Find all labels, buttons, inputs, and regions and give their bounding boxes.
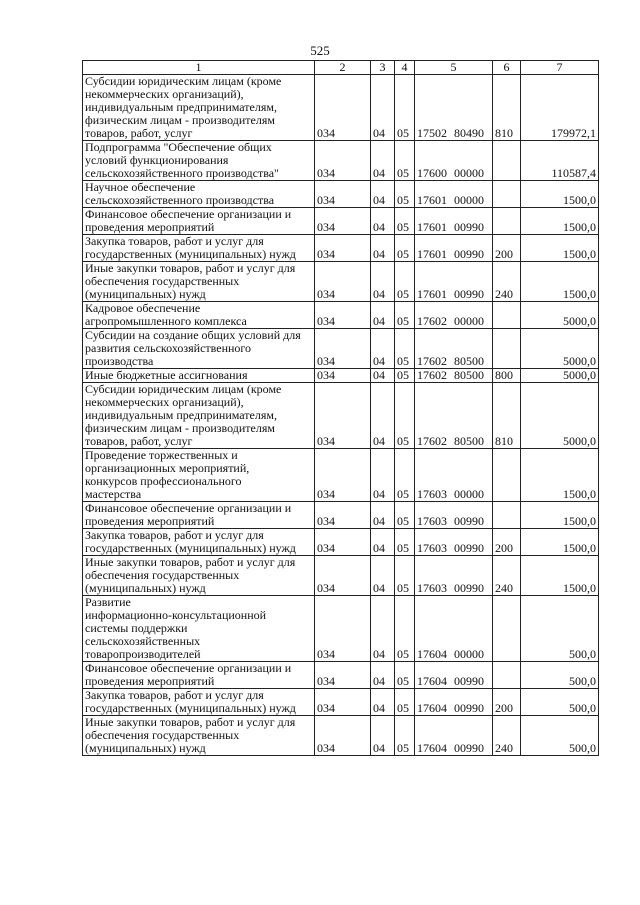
row-name-line: Иные закупки товаров, работ и услуг для xyxy=(85,555,296,569)
table-row xyxy=(83,529,599,556)
row-name-line: сельскохозяйственного производства" xyxy=(85,166,279,180)
row-grbs-code: 034 xyxy=(315,449,371,502)
row-target-article-code: 17603 00990 xyxy=(415,502,493,529)
row-name-line: системы поддержки xyxy=(85,621,188,635)
row-section-code: 04 xyxy=(371,383,395,449)
row-name-line: товаров, работ, услуг xyxy=(85,126,193,140)
row-name-line: Иные закупки товаров, работ и услуг для xyxy=(85,261,296,275)
row-name-line: Кадровое обеспечение xyxy=(85,301,201,315)
row-grbs-code: 034 xyxy=(315,689,371,716)
row-target-article-code: 17604 00990 xyxy=(415,689,493,716)
row-grbs-code: 034 xyxy=(315,181,371,208)
row-name xyxy=(83,716,315,756)
row-subsection-code: 05 xyxy=(395,329,415,369)
header-col-6: 6 xyxy=(493,61,521,75)
row-expense-type-code: 810 xyxy=(493,383,521,449)
row-target-article-code: 17603 00990 xyxy=(415,529,493,556)
row-section-code: 04 xyxy=(371,329,395,369)
table-row xyxy=(83,302,599,329)
row-name-line: товаров, работ, услуг xyxy=(85,434,193,448)
row-subsection-code: 05 xyxy=(395,369,415,383)
row-amount: 1500,0 xyxy=(521,502,599,529)
table-row xyxy=(83,235,599,262)
row-name-line: сельскохозяйственных xyxy=(85,634,201,648)
row-name xyxy=(83,596,315,662)
table-row xyxy=(83,716,599,756)
row-target-article-code: 17601 00000 xyxy=(415,181,493,208)
row-grbs-code: 034 xyxy=(315,75,371,141)
budget-table xyxy=(82,60,599,756)
row-target-article-code: 17604 00990 xyxy=(415,716,493,756)
row-grbs-code: 034 xyxy=(315,302,371,329)
row-target-article-code: 17602 80500 xyxy=(415,369,493,383)
row-section-code: 04 xyxy=(371,662,395,689)
row-target-article-code: 17603 00990 xyxy=(415,556,493,596)
row-grbs-code: 034 xyxy=(315,141,371,181)
row-name-line: государственных (муниципальных) нужд xyxy=(85,247,296,261)
row-subsection-code: 05 xyxy=(395,556,415,596)
header-col-2: 2 xyxy=(315,61,371,75)
row-subsection-code: 05 xyxy=(395,208,415,235)
row-name xyxy=(83,556,315,596)
row-name-line: Подпрограмма "Обеспечение общих xyxy=(85,140,272,154)
row-name xyxy=(83,662,315,689)
row-grbs-code: 034 xyxy=(315,716,371,756)
row-expense-type-code xyxy=(493,502,521,529)
row-name xyxy=(83,689,315,716)
row-amount: 500,0 xyxy=(521,596,599,662)
row-name-line: агропромышленного комплекса xyxy=(85,314,247,328)
row-subsection-code: 05 xyxy=(395,689,415,716)
row-subsection-code: 05 xyxy=(395,383,415,449)
row-expense-type-code: 240 xyxy=(493,716,521,756)
row-name-line: товаропроизводителей xyxy=(85,647,201,661)
row-section-code: 04 xyxy=(371,529,395,556)
row-target-article-code: 17601 00990 xyxy=(415,235,493,262)
row-subsection-code: 05 xyxy=(395,141,415,181)
row-grbs-code: 034 xyxy=(315,556,371,596)
row-grbs-code: 034 xyxy=(315,529,371,556)
header-col-7: 7 xyxy=(521,61,599,75)
table-row xyxy=(83,689,599,716)
row-name xyxy=(83,141,315,181)
row-name-line: государственных (муниципальных) нужд xyxy=(85,541,296,555)
row-name-line: Финансовое обеспечение организации и xyxy=(85,207,292,221)
table-row xyxy=(83,208,599,235)
row-name-line: информационно-консультационной xyxy=(85,608,267,622)
row-target-article-code: 17601 00990 xyxy=(415,262,493,302)
row-target-article-code: 17600 00000 xyxy=(415,141,493,181)
row-name-line: Развитие xyxy=(85,595,131,609)
row-section-code: 04 xyxy=(371,449,395,502)
row-grbs-code: 034 xyxy=(315,329,371,369)
row-grbs-code: 034 xyxy=(315,383,371,449)
row-name xyxy=(83,75,315,141)
row-section-code: 04 xyxy=(371,716,395,756)
row-amount: 5000,0 xyxy=(521,383,599,449)
row-target-article-code: 17602 00000 xyxy=(415,302,493,329)
row-grbs-code: 034 xyxy=(315,502,371,529)
row-section-code: 04 xyxy=(371,141,395,181)
row-subsection-code: 05 xyxy=(395,596,415,662)
row-name-line: некоммерческих организаций), xyxy=(85,395,244,409)
table-row xyxy=(83,556,599,596)
row-section-code: 04 xyxy=(371,369,395,383)
row-name-line: (муниципальных) нужд xyxy=(85,287,206,301)
row-name-line: обеспечения государственных xyxy=(85,728,240,742)
row-grbs-code: 034 xyxy=(315,596,371,662)
row-name-line: проведения мероприятий xyxy=(85,220,215,234)
row-grbs-code: 034 xyxy=(315,262,371,302)
row-name xyxy=(83,529,315,556)
header-col-3: 3 xyxy=(371,61,395,75)
row-target-article-code: 17604 00000 xyxy=(415,596,493,662)
table-row xyxy=(83,75,599,141)
row-section-code: 04 xyxy=(371,181,395,208)
row-name-line: Финансовое обеспечение организации и xyxy=(85,501,292,515)
row-amount: 5000,0 xyxy=(521,369,599,383)
row-amount: 1500,0 xyxy=(521,208,599,235)
row-name xyxy=(83,383,315,449)
row-name xyxy=(83,449,315,502)
row-expense-type-code xyxy=(493,329,521,369)
row-name-line: Субсидии юридическим лицам (кроме xyxy=(85,74,282,88)
row-section-code: 04 xyxy=(371,302,395,329)
row-amount: 5000,0 xyxy=(521,329,599,369)
table-row xyxy=(83,502,599,529)
row-expense-type-code: 200 xyxy=(493,529,521,556)
row-name-line: обеспечения государственных xyxy=(85,568,240,582)
row-amount: 1500,0 xyxy=(521,262,599,302)
row-amount: 110587,4 xyxy=(521,141,599,181)
page-number: 525 xyxy=(310,43,330,58)
row-name-line: проведения мероприятий xyxy=(85,514,215,528)
table-row xyxy=(83,662,599,689)
row-name-line: Иные закупки товаров, работ и услуг для xyxy=(85,715,296,729)
row-name-line: Закупка товаров, работ и услуг для xyxy=(85,688,264,702)
row-section-code: 04 xyxy=(371,596,395,662)
row-expense-type-code: 800 xyxy=(493,369,521,383)
row-subsection-code: 05 xyxy=(395,181,415,208)
row-section-code: 04 xyxy=(371,502,395,529)
row-expense-type-code xyxy=(493,449,521,502)
row-amount: 1500,0 xyxy=(521,181,599,208)
row-expense-type-code: 240 xyxy=(493,556,521,596)
row-subsection-code: 05 xyxy=(395,302,415,329)
table-row xyxy=(83,141,599,181)
row-amount: 500,0 xyxy=(521,662,599,689)
row-amount: 1500,0 xyxy=(521,235,599,262)
row-amount: 5000,0 xyxy=(521,302,599,329)
row-target-article-code: 17601 00990 xyxy=(415,208,493,235)
row-name xyxy=(83,302,315,329)
table-row xyxy=(83,369,599,383)
row-section-code: 04 xyxy=(371,262,395,302)
row-subsection-code: 05 xyxy=(395,529,415,556)
row-name xyxy=(83,369,315,383)
row-amount: 1500,0 xyxy=(521,529,599,556)
row-subsection-code: 05 xyxy=(395,502,415,529)
table-row xyxy=(83,449,599,502)
row-name-line: условий функционирования xyxy=(85,153,229,167)
table-row xyxy=(83,383,599,449)
row-name-line: (муниципальных) нужд xyxy=(85,581,206,595)
row-expense-type-code xyxy=(493,662,521,689)
row-target-article-code: 17502 80490 xyxy=(415,75,493,141)
row-name-line: Финансовое обеспечение организации и xyxy=(85,661,292,675)
row-subsection-code: 05 xyxy=(395,716,415,756)
row-name xyxy=(83,329,315,369)
row-name-line: конкурсов профессионального xyxy=(85,474,242,488)
row-expense-type-code xyxy=(493,302,521,329)
row-expense-type-code: 200 xyxy=(493,235,521,262)
row-name-line: производства xyxy=(85,354,154,368)
row-name-line: индивидуальным предпринимателям, xyxy=(85,100,277,114)
row-name-line: физическим лицам - производителям xyxy=(85,113,275,127)
row-expense-type-code: 200 xyxy=(493,689,521,716)
row-subsection-code: 05 xyxy=(395,262,415,302)
row-name xyxy=(83,262,315,302)
row-section-code: 04 xyxy=(371,556,395,596)
header-col-1: 1 xyxy=(83,61,315,75)
row-name-line: организационных мероприятий, xyxy=(85,461,250,475)
row-name-line: мастерства xyxy=(85,487,142,501)
row-name-line: Научное обеспечение xyxy=(85,180,196,194)
table-body xyxy=(83,75,599,756)
row-name xyxy=(83,502,315,529)
row-subsection-code: 05 xyxy=(395,449,415,502)
table-row xyxy=(83,329,599,369)
row-name-line: (муниципальных) нужд xyxy=(85,741,206,755)
row-subsection-code: 05 xyxy=(395,662,415,689)
row-name-line: развития сельскохозяйственного xyxy=(85,341,252,355)
row-expense-type-code: 240 xyxy=(493,262,521,302)
row-name-line: Проведение торжественных и xyxy=(85,448,238,462)
header-row xyxy=(83,61,599,75)
table-row xyxy=(83,262,599,302)
row-name-line: Иные бюджетные ассигнования xyxy=(85,368,248,382)
row-target-article-code: 17604 00990 xyxy=(415,662,493,689)
row-amount: 1500,0 xyxy=(521,556,599,596)
table-row xyxy=(83,181,599,208)
row-name-line: Субсидии на создание общих условий для xyxy=(85,328,301,342)
row-name-line: сельскохозяйственного производства xyxy=(85,193,275,207)
row-grbs-code: 034 xyxy=(315,235,371,262)
row-grbs-code: 034 xyxy=(315,662,371,689)
row-expense-type-code xyxy=(493,181,521,208)
row-subsection-code: 05 xyxy=(395,75,415,141)
row-expense-type-code: 810 xyxy=(493,75,521,141)
row-name-line: обеспечения государственных xyxy=(85,274,240,288)
row-name-line: физическим лицам - производителям xyxy=(85,421,275,435)
row-section-code: 04 xyxy=(371,235,395,262)
row-expense-type-code xyxy=(493,208,521,235)
row-section-code: 04 xyxy=(371,689,395,716)
row-subsection-code: 05 xyxy=(395,235,415,262)
row-target-article-code: 17603 00000 xyxy=(415,449,493,502)
row-target-article-code: 17602 80500 xyxy=(415,383,493,449)
row-name-line: Закупка товаров, работ и услуг для xyxy=(85,234,264,248)
row-expense-type-code xyxy=(493,596,521,662)
row-name xyxy=(83,181,315,208)
row-section-code: 04 xyxy=(371,208,395,235)
row-name-line: государственных (муниципальных) нужд xyxy=(85,701,296,715)
row-name-line: некоммерческих организаций), xyxy=(85,87,244,101)
row-expense-type-code xyxy=(493,141,521,181)
table-row xyxy=(83,596,599,662)
row-name-line: проведения мероприятий xyxy=(85,674,215,688)
row-amount: 179972,1 xyxy=(521,75,599,141)
row-name-line: Закупка товаров, работ и услуг для xyxy=(85,528,264,542)
row-name xyxy=(83,235,315,262)
row-amount: 500,0 xyxy=(521,689,599,716)
row-section-code: 04 xyxy=(371,75,395,141)
row-amount: 500,0 xyxy=(521,716,599,756)
header-col-4: 4 xyxy=(395,61,415,75)
row-target-article-code: 17602 80500 xyxy=(415,329,493,369)
row-name-line: Субсидии юридическим лицам (кроме xyxy=(85,382,282,396)
header-col-5: 5 xyxy=(415,61,493,75)
row-amount: 1500,0 xyxy=(521,449,599,502)
row-grbs-code: 034 xyxy=(315,208,371,235)
row-name xyxy=(83,208,315,235)
row-grbs-code: 034 xyxy=(315,369,371,383)
row-name-line: индивидуальным предпринимателям, xyxy=(85,408,277,422)
